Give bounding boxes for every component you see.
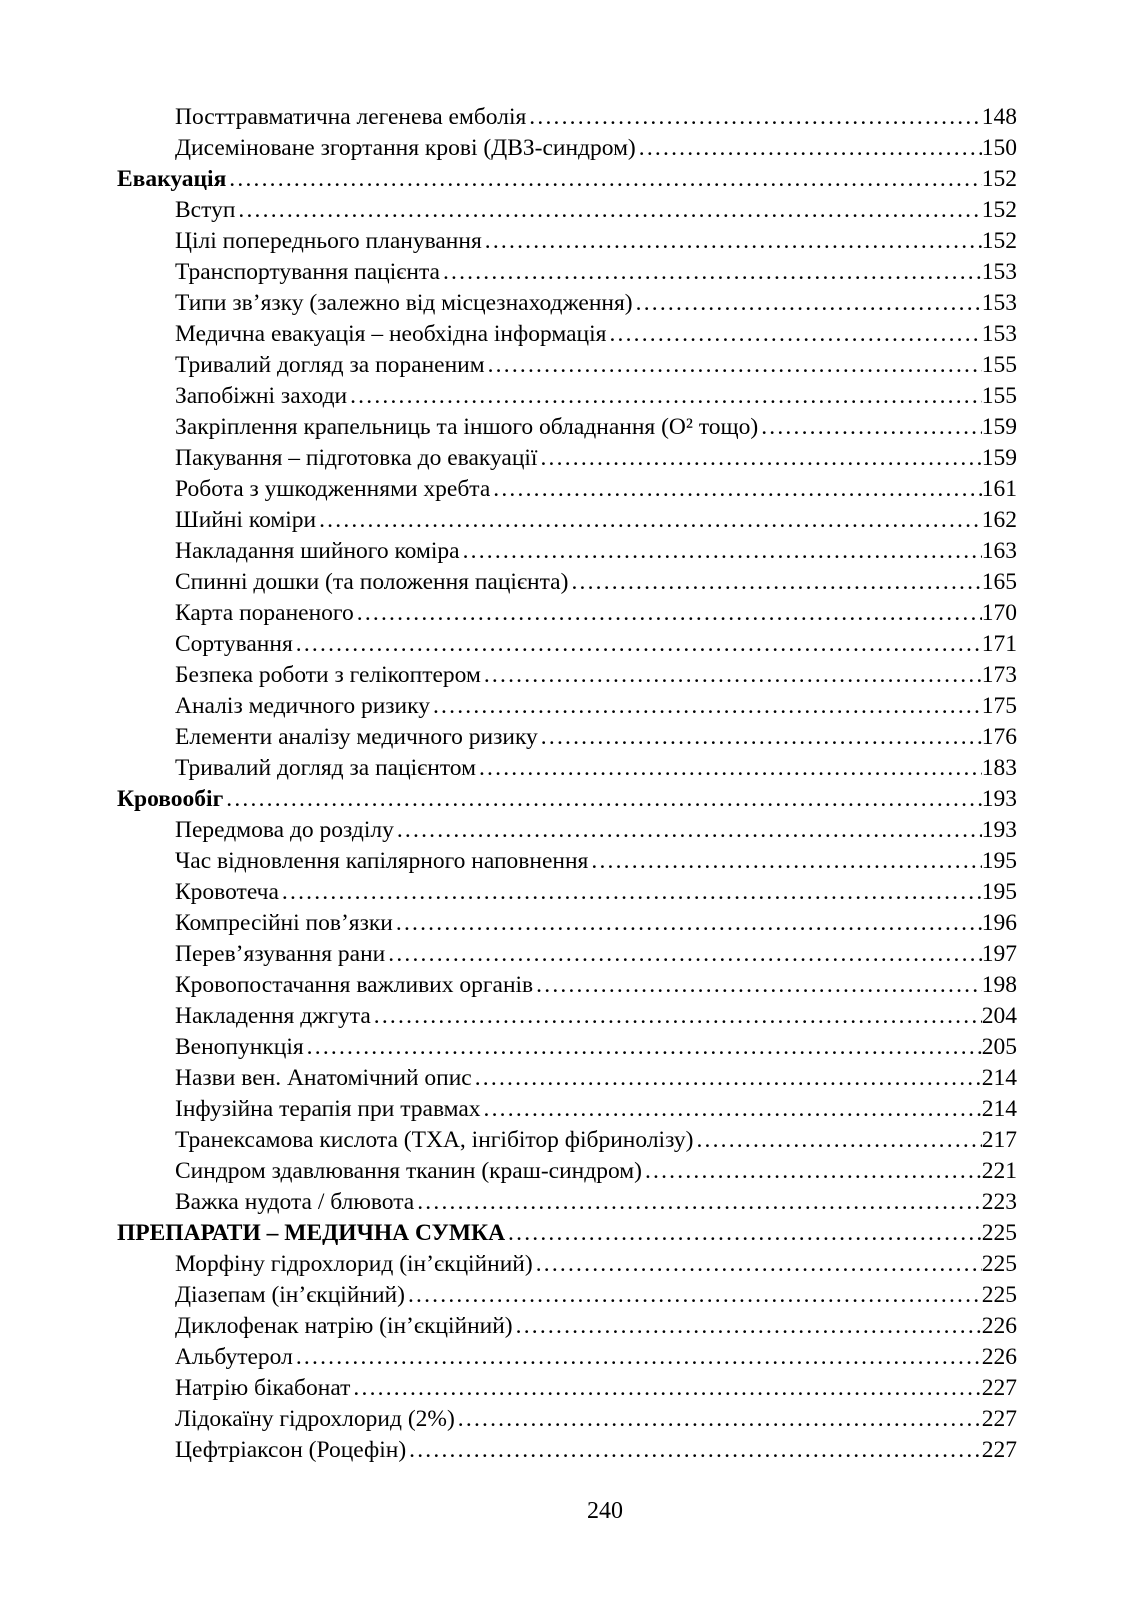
- dot-leader: [371, 1001, 982, 1032]
- toc-entry: [117, 257, 1017, 288]
- dot-leader: [354, 598, 982, 629]
- toc-entry: [117, 722, 1017, 753]
- dot-leader: [347, 381, 982, 412]
- toc-entry-title: Аналіз медичного ризику: [175, 693, 430, 719]
- toc-entry-title: Кровотеча: [175, 879, 279, 905]
- toc-entry-title: Вступ: [175, 197, 236, 223]
- toc-entry-page-number: 148: [981, 104, 1017, 130]
- toc-entry: [117, 753, 1017, 784]
- toc-entry: [117, 877, 1017, 908]
- toc-entry-title: Типи зв’язку (залежно від місцезнаходження): [175, 290, 633, 316]
- toc-entry-page-number: 227: [981, 1437, 1017, 1463]
- toc-entry-page-number: 223: [981, 1189, 1017, 1215]
- toc-entry: [117, 1032, 1017, 1063]
- toc-entry-page-number: 205: [981, 1034, 1017, 1060]
- toc-entry-title: Цефтріаксон (Роцефін): [175, 1437, 407, 1463]
- toc-entry-title: Сортування: [175, 631, 293, 657]
- dot-leader: [693, 1125, 981, 1156]
- dot-leader: [588, 846, 981, 877]
- dot-leader: [490, 474, 981, 505]
- toc-entry-title: Пакування – підготовка до евакуації: [175, 445, 538, 471]
- toc-entry-title: Венопункція: [175, 1034, 304, 1060]
- toc-entry-page-number: 170: [981, 600, 1017, 626]
- dot-leader: [440, 257, 982, 288]
- dot-leader: [394, 815, 982, 846]
- toc-entry: [117, 1187, 1017, 1218]
- toc-entry: [117, 505, 1017, 536]
- toc-entry: [117, 598, 1017, 629]
- toc-entry: [117, 1373, 1017, 1404]
- toc-entry-page-number: 175: [981, 693, 1017, 719]
- dot-leader: [476, 753, 982, 784]
- toc-entry: [117, 443, 1017, 474]
- dot-leader: [537, 443, 981, 474]
- toc-entry: [117, 226, 1017, 257]
- toc-entry: [117, 691, 1017, 722]
- toc-entry-page-number: 159: [981, 445, 1017, 471]
- dot-leader: [350, 1373, 981, 1404]
- toc-entry: [117, 412, 1017, 443]
- dot-leader: [513, 1311, 982, 1342]
- toc-entry-page-number: 214: [981, 1096, 1017, 1122]
- toc-entry-title: Безпека роботи з гелікоптером: [175, 662, 481, 688]
- toc-entry-page-number: 225: [981, 1282, 1017, 1308]
- dot-leader: [385, 939, 982, 970]
- toc-entry: [117, 1435, 1017, 1466]
- toc-entry-page-number: 152: [981, 166, 1017, 192]
- toc-entry-page-number: 217: [981, 1127, 1017, 1153]
- toc-entry-title: Назви вен. Анатомічний опис: [175, 1065, 472, 1091]
- toc-entry-page-number: 183: [981, 755, 1017, 781]
- toc-entry-title: Тривалий догляд за пацієнтом: [175, 755, 476, 781]
- dot-leader: [226, 164, 981, 195]
- dot-leader: [405, 1280, 982, 1311]
- toc-entry: [117, 195, 1017, 226]
- dot-leader: [393, 908, 982, 939]
- toc-entry-title: Транексамова кислота (ТХА, інгібітор фібринолізу): [175, 1127, 694, 1153]
- dot-leader: [430, 691, 982, 722]
- toc-entry-page-number: 221: [981, 1158, 1017, 1184]
- toc-entry: [117, 1156, 1017, 1187]
- toc-entry-page-number: 225: [981, 1251, 1017, 1277]
- toc-entry-page-number: 227: [981, 1375, 1017, 1401]
- toc-entry: [117, 133, 1017, 164]
- toc-entry: [117, 164, 1017, 195]
- toc-entry-title: Натрію бікабонат: [175, 1375, 351, 1401]
- dot-leader: [636, 133, 982, 164]
- toc-entry: [117, 629, 1017, 660]
- toc-entry-page-number: 152: [981, 228, 1017, 254]
- toc-entry-page-number: 150: [981, 135, 1017, 161]
- toc-entry-page-number: 173: [981, 662, 1017, 688]
- toc-entry-title: Альбутерол: [175, 1344, 293, 1370]
- toc-entry-title: Дисеміноване згортання крові (ДВЗ-синдром): [175, 135, 636, 161]
- dot-leader: [533, 970, 982, 1001]
- toc-entry-page-number: 226: [981, 1344, 1017, 1370]
- toc-entry-title: Медична евакуація – необхідна інформація: [175, 321, 607, 347]
- dot-leader: [485, 350, 982, 381]
- toc-entry-page-number: 198: [981, 972, 1017, 998]
- dot-leader: [406, 1435, 982, 1466]
- toc-entry: [117, 1063, 1017, 1094]
- toc-entry-title: Перев’язування рани: [175, 941, 386, 967]
- toc-entry: [117, 784, 1017, 815]
- toc-entry-page-number: 159: [981, 414, 1017, 440]
- dot-leader: [481, 660, 982, 691]
- toc-entry-page-number: 163: [981, 538, 1017, 564]
- toc-entry-title: Евакуація: [117, 166, 227, 192]
- toc-entry-title: ПРЕПАРАТИ – МЕДИЧНА СУМКА: [117, 1220, 506, 1246]
- dot-leader: [633, 288, 982, 319]
- toc-entry-page-number: 226: [981, 1313, 1017, 1339]
- toc-entry-title: Спинні дошки (та положення пацієнта): [175, 569, 569, 595]
- toc-entry-page-number: 155: [981, 383, 1017, 409]
- toc-entry-title: Накладання шийного коміра: [175, 538, 460, 564]
- toc-entry: [117, 567, 1017, 598]
- toc-entry-title: Передмова до розділу: [175, 817, 394, 843]
- toc-entry-page-number: 153: [981, 290, 1017, 316]
- dot-leader: [538, 722, 982, 753]
- toc-entry: [117, 846, 1017, 877]
- toc-entry-title: Посттравматична легенева емболія: [175, 104, 527, 130]
- toc-entry-page-number: 152: [981, 197, 1017, 223]
- toc-entry-title: Запобіжні заходи: [175, 383, 348, 409]
- toc-entry-title: Транспортування пацієнта: [175, 259, 440, 285]
- toc-entry: [117, 1218, 1017, 1249]
- toc-entry-page-number: 155: [981, 352, 1017, 378]
- toc-entry-page-number: 171: [981, 631, 1017, 657]
- toc-entry-page-number: 214: [981, 1065, 1017, 1091]
- toc-entry-title: Кровообіг: [117, 786, 224, 812]
- dot-leader: [279, 877, 982, 908]
- toc-entry-page-number: 165: [981, 569, 1017, 595]
- toc-entry: [117, 536, 1017, 567]
- toc-entry: [117, 1342, 1017, 1373]
- dot-leader: [316, 505, 982, 536]
- dot-leader: [482, 226, 982, 257]
- toc-entry-title: Інфузійна терапія при травмах: [175, 1096, 481, 1122]
- toc-entry: [117, 939, 1017, 970]
- dot-leader: [455, 1404, 982, 1435]
- toc-entry: [117, 474, 1017, 505]
- toc-entry: [117, 381, 1017, 412]
- toc-entry-page-number: 153: [981, 259, 1017, 285]
- toc-entry: [117, 1001, 1017, 1032]
- toc-entry-title: Робота з ушкодженнями хребта: [175, 476, 491, 502]
- toc-entry-title: Синдром здавлювання тканин (краш-синдром): [175, 1158, 642, 1184]
- toc-entry-title: Шийні коміри: [175, 507, 317, 533]
- toc-entry: [117, 1311, 1017, 1342]
- toc-entry: [117, 908, 1017, 939]
- toc-entry-page-number: 197: [981, 941, 1017, 967]
- dot-leader: [642, 1156, 982, 1187]
- toc-entry-title: Діазепам (ін’єкційний): [175, 1282, 405, 1308]
- toc-entry-page-number: 195: [981, 848, 1017, 874]
- toc-entry-title: Час відновлення капілярного наповнення: [175, 848, 589, 874]
- toc-entry: [117, 1125, 1017, 1156]
- toc-entry-title: Закріплення крапельниць та іншого обладнання (О² тощо): [175, 414, 759, 440]
- toc-entry-title: Лідокаїну гідрохлорид (2%): [175, 1406, 455, 1432]
- toc-entry: [117, 102, 1017, 133]
- dot-leader: [223, 784, 981, 815]
- table-of-contents: [117, 102, 1017, 1466]
- toc-entry-page-number: 227: [981, 1406, 1017, 1432]
- toc-entry-title: Кровопостачання важливих органів: [175, 972, 534, 998]
- toc-entry-title: Карта пораненого: [175, 600, 354, 626]
- toc-entry-title: Цілі попереднього планування: [175, 228, 482, 254]
- toc-entry: [117, 1249, 1017, 1280]
- toc-entry-page-number: 225: [981, 1220, 1017, 1246]
- dot-leader: [505, 1218, 982, 1249]
- dot-leader: [293, 1342, 982, 1373]
- toc-entry-page-number: 204: [981, 1003, 1017, 1029]
- dot-leader: [758, 412, 982, 443]
- toc-entry-page-number: 193: [981, 786, 1017, 812]
- toc-entry-title: Диклофенак натрію (ін’єкційний): [175, 1313, 513, 1339]
- toc-entry: [117, 1404, 1017, 1435]
- toc-entry: [117, 288, 1017, 319]
- dot-leader: [526, 102, 981, 133]
- dot-leader: [481, 1094, 982, 1125]
- dot-leader: [235, 195, 981, 226]
- dot-leader: [606, 319, 981, 350]
- dot-leader: [304, 1032, 982, 1063]
- toc-entry: [117, 1280, 1017, 1311]
- page-number-footer: 240: [587, 1498, 623, 1524]
- toc-entry-title: Важка нудота / блювота: [175, 1189, 415, 1215]
- toc-entry-page-number: 193: [981, 817, 1017, 843]
- toc-entry-title: Компресійні пов’язки: [175, 910, 393, 936]
- dot-leader: [533, 1249, 982, 1280]
- toc-entry: [117, 1094, 1017, 1125]
- toc-entry-title: Елементи аналізу медичного ризику: [175, 724, 538, 750]
- dot-leader: [568, 567, 981, 598]
- toc-entry: [117, 350, 1017, 381]
- toc-entry-page-number: 196: [981, 910, 1017, 936]
- toc-entry-title: Накладення джгута: [175, 1003, 371, 1029]
- dot-leader: [293, 629, 982, 660]
- toc-entry: [117, 970, 1017, 1001]
- dot-leader: [414, 1187, 982, 1218]
- toc-entry: [117, 319, 1017, 350]
- dot-leader: [472, 1063, 982, 1094]
- toc-entry: [117, 815, 1017, 846]
- toc-entry-title: Морфіну гідрохлорид (ін’єкційний): [175, 1251, 533, 1277]
- toc-entry-page-number: 176: [981, 724, 1017, 750]
- toc-entry-title: Тривалий догляд за пораненим: [175, 352, 485, 378]
- toc-entry-page-number: 162: [981, 507, 1017, 533]
- toc-entry-page-number: 195: [981, 879, 1017, 905]
- dot-leader: [460, 536, 982, 567]
- toc-entry-page-number: 153: [981, 321, 1017, 347]
- toc-entry: [117, 660, 1017, 691]
- toc-entry-page-number: 161: [981, 476, 1017, 502]
